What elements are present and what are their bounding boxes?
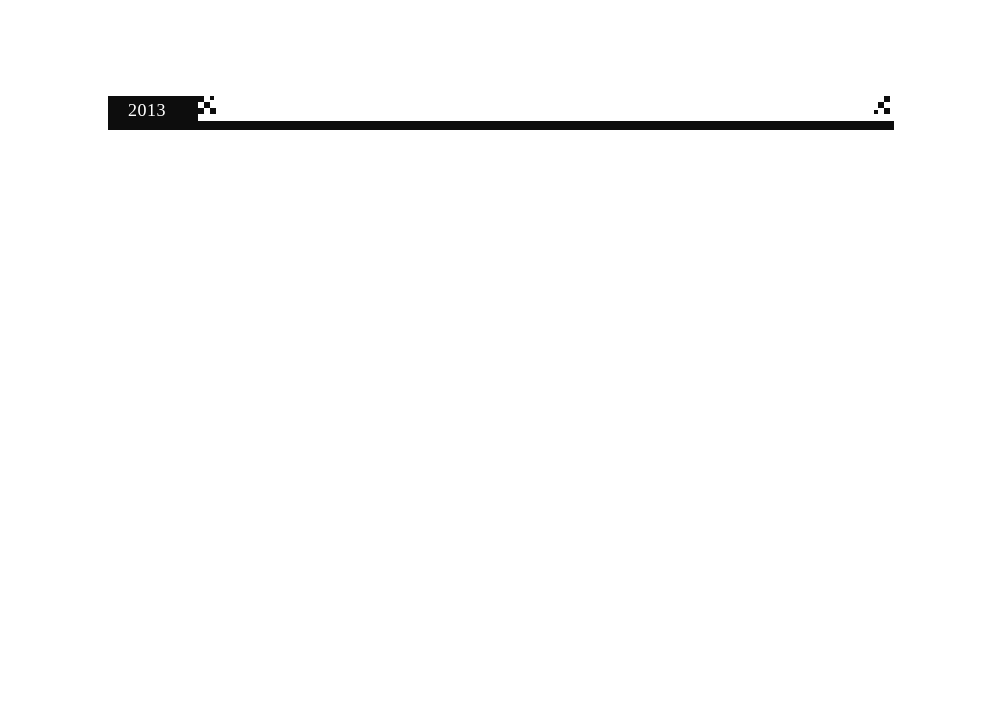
header-year: 2013: [128, 100, 166, 120]
running-header: [108, 92, 894, 130]
checker-ornament-icon: [198, 92, 220, 122]
header-rule: [108, 121, 894, 130]
checker-ornament-icon: [872, 92, 894, 122]
